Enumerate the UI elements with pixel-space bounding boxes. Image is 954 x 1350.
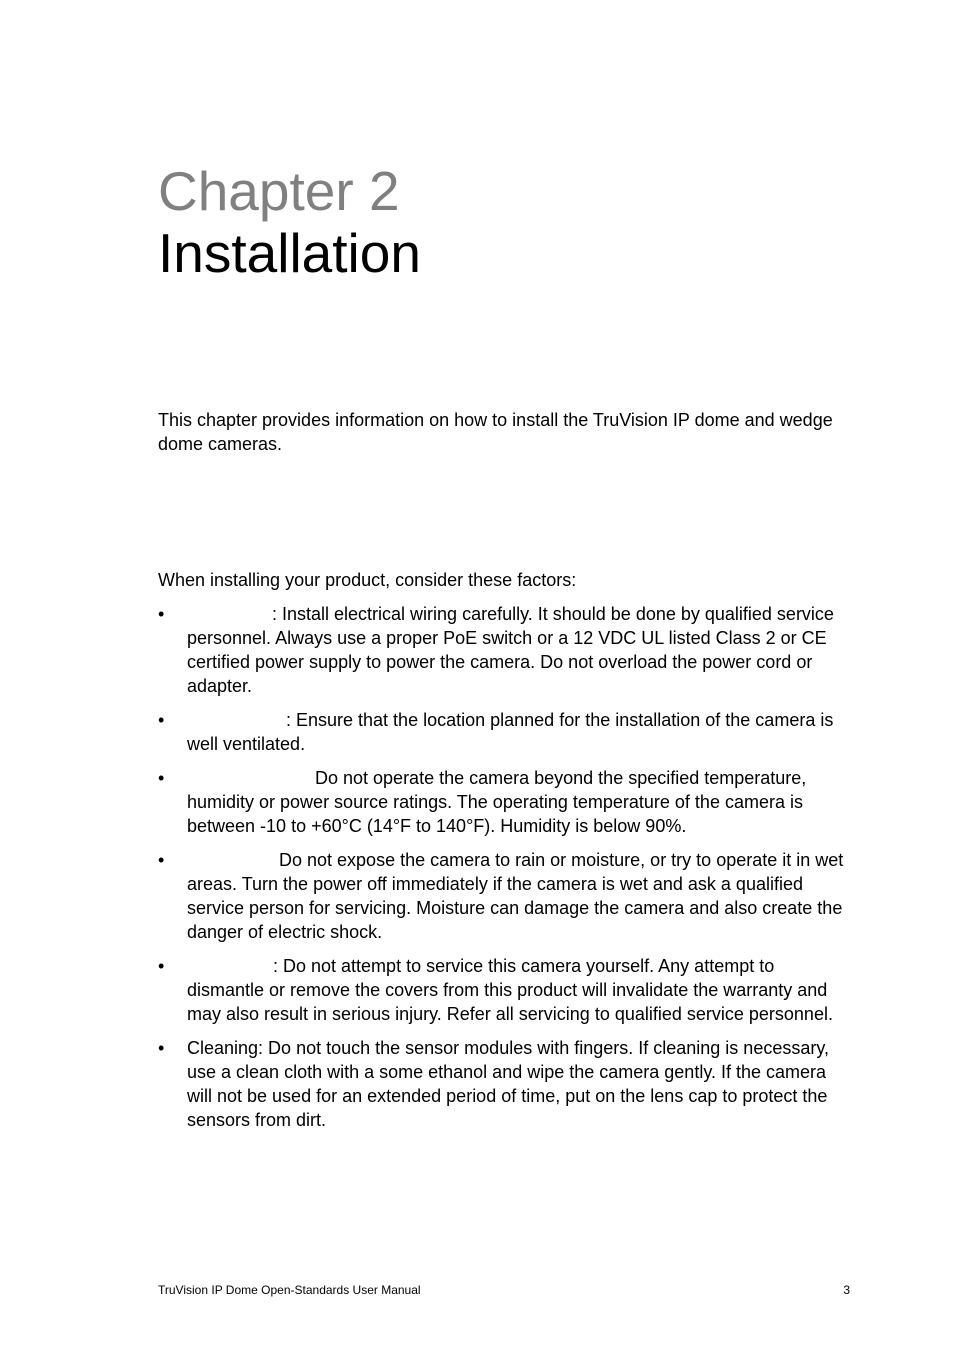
list-item <box>158 602 850 698</box>
bullet-icon: • <box>158 1038 165 1058</box>
list-item <box>158 848 850 944</box>
factor-list <box>158 602 850 1142</box>
list-item <box>158 766 850 838</box>
factor-text: Cleaning: Do not touch the sensor modules with fingers. If cleaning is necessary, use a clean cloth with a some ethanol and wipe the camera gently. If the camera will not be used for an extended period of time, put on the lens cap to protect the sensors from dirt. <box>187 1038 830 1130</box>
list-item <box>158 708 850 756</box>
factor-text: : Ensure that the location planned for the installation of the camera is well ventilated. <box>187 710 834 754</box>
bullet-icon: • <box>158 956 165 976</box>
bullet-icon: • <box>158 710 165 730</box>
intro-paragraph: This chapter provides information on how to install the TruVision IP dome and wedge dome cameras. <box>158 410 833 454</box>
footer-page-number: 3 <box>843 1283 850 1297</box>
factor-text: Do not operate the camera beyond the specified temperature, humidity or power source ratings. The operating temperature of the camera is between -10 to +60°C (14°F to 140°F). Humidity is below 90%. <box>187 768 807 836</box>
list-item <box>158 954 850 1026</box>
bullet-icon: • <box>158 850 165 870</box>
bullet-icon: • <box>158 604 165 624</box>
chapter-title: Installation <box>158 222 421 284</box>
factor-text: : Do not attempt to service this camera yourself. Any attempt to dismantle or remove the covers from this product will invalidate the warranty and may also result in serious injury. Refer all servicing to qualified service personnel. <box>187 956 833 1024</box>
chapter-label: Chapter 2 <box>158 160 400 222</box>
bullet-icon: • <box>158 768 165 788</box>
factor-text: Do not expose the camera to rain or moisture, or try to operate it in wet areas. Turn the power off immediately if the camera is wet and ask a qualified service person for servicing. Moisture can damage the camera and also create the danger of electric shock. <box>187 850 844 942</box>
footer-manual-title: TruVision IP Dome Open-Standards User Manual <box>158 1283 421 1297</box>
factor-text: : Install electrical wiring carefully. It should be done by qualified service personnel. Always use a proper PoE switch or a 12 VDC UL listed Class 2 or CE certified power supply to power the camera. Do not overload the power cord or adapter. <box>187 604 834 696</box>
list-item <box>158 1036 850 1132</box>
factors-lead: When installing your product, consider these factors: <box>158 570 577 590</box>
